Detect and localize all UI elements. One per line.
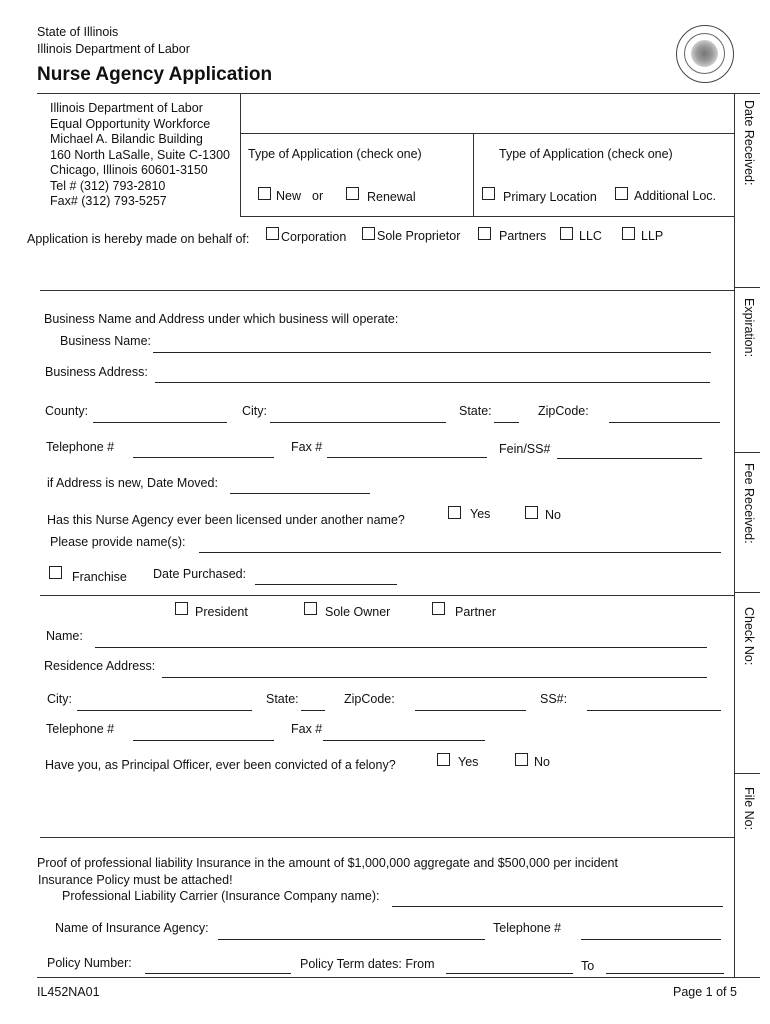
city-label: City:	[242, 404, 267, 418]
page-number: Page 1 of 5	[673, 985, 737, 999]
officer-city-label: City:	[47, 692, 72, 706]
state-label: State:	[459, 404, 492, 418]
partner-label: Partner	[455, 605, 496, 619]
section-divider	[40, 595, 734, 596]
president-checkbox[interactable]	[175, 602, 188, 615]
licensed-question: Has this Nurse Agency ever been licensed under another name?	[47, 513, 405, 527]
franchise-label: Franchise	[72, 570, 127, 584]
business-name-label: Business Name:	[60, 334, 152, 348]
officer-zipcode-field[interactable]	[415, 710, 526, 711]
address-line: Fax# (312) 793-5257	[50, 194, 167, 208]
header-state: State of Illinois	[37, 25, 119, 39]
type-box-top	[240, 133, 734, 134]
licensed-yes-checkbox[interactable]	[448, 506, 461, 519]
partners-label: Partners	[499, 229, 547, 243]
business-address-label: Business Address:	[45, 365, 148, 379]
policy-term-to-field[interactable]	[606, 973, 724, 974]
address-line: 160 North LaSalle, Suite C-1300	[50, 147, 230, 162]
renewal-checkbox[interactable]	[346, 187, 359, 200]
franchise-checkbox[interactable]	[49, 566, 62, 579]
ss-label: SS#:	[540, 692, 568, 706]
sole-owner-checkbox[interactable]	[304, 602, 317, 615]
date-moved-field[interactable]	[230, 493, 370, 494]
insurance-telephone-label: Telephone #	[493, 921, 562, 935]
partner-checkbox[interactable]	[432, 602, 445, 615]
felony-yes-checkbox[interactable]	[437, 753, 450, 766]
state-seal-icon	[676, 25, 734, 83]
state-field[interactable]	[494, 422, 519, 423]
insurance-policy-note: Insurance Policy must be attached!	[38, 873, 233, 887]
fein-field[interactable]	[557, 458, 702, 459]
insurance-agency-field[interactable]	[218, 939, 485, 940]
fax-field[interactable]	[327, 457, 487, 458]
officer-city-field[interactable]	[77, 710, 252, 711]
primary-location-checkbox[interactable]	[482, 187, 495, 200]
office-sep-2	[734, 452, 760, 453]
address-line: Equal Opportunity Workforce	[50, 116, 211, 131]
officer-zipcode-label: ZipCode:	[344, 692, 395, 706]
policy-term-from-label: Policy Term dates: From	[300, 957, 435, 971]
officer-telephone-field[interactable]	[133, 740, 274, 741]
felony-no-checkbox[interactable]	[515, 753, 528, 766]
fein-label: Fein/SS#	[499, 442, 551, 456]
officer-state-label: State:	[266, 692, 299, 706]
file-no-label: File No:	[742, 787, 756, 831]
residence-address-field[interactable]	[162, 677, 707, 678]
form-id: IL452NA01	[37, 985, 100, 999]
business-heading: Business Name and Address under which business will operate:	[44, 312, 399, 326]
sole-proprietor-label: Sole Proprietor	[377, 229, 461, 243]
check-no-label: Check No:	[742, 607, 756, 666]
policy-number-label: Policy Number:	[47, 956, 132, 970]
address-line: Chicago, Illinois 60601-3150	[50, 163, 208, 177]
telephone-field[interactable]	[133, 457, 274, 458]
type-box-divider	[473, 133, 474, 216]
county-label: County:	[45, 404, 89, 418]
sole-proprietor-checkbox[interactable]	[362, 227, 375, 240]
section-divider	[40, 837, 734, 838]
fee-received-label: Fee Received:	[742, 463, 756, 544]
additional-location-label: Additional Loc.	[634, 189, 717, 203]
officer-fax-label: Fax #	[291, 722, 323, 736]
felony-yes-label: Yes	[458, 755, 479, 769]
date-purchased-field[interactable]	[255, 584, 397, 585]
corporation-label: Corporation	[281, 230, 347, 244]
policy-number-field[interactable]	[145, 973, 291, 974]
licensed-yes-label: Yes	[470, 507, 491, 521]
section-divider	[40, 290, 734, 291]
primary-location-label: Primary Location	[503, 190, 597, 204]
insurance-telephone-field[interactable]	[581, 939, 721, 940]
llc-checkbox[interactable]	[560, 227, 573, 240]
carrier-field[interactable]	[392, 906, 723, 907]
expiration-label: Expiration:	[742, 298, 756, 358]
carrier-label: Professional Liability Carrier (Insurance Company name):	[62, 889, 380, 903]
sole-owner-label: Sole Owner	[325, 605, 391, 619]
llp-checkbox[interactable]	[622, 227, 635, 240]
corporation-checkbox[interactable]	[266, 227, 279, 240]
business-name-field[interactable]	[153, 352, 711, 353]
residence-address-label: Residence Address:	[44, 659, 156, 673]
or-label: or	[312, 189, 324, 203]
new-checkbox[interactable]	[258, 187, 271, 200]
felony-no-label: No	[534, 755, 550, 769]
new-label: New	[276, 189, 302, 203]
insurance-requirement: Proof of professional liability Insurance in the amount of $1,000,000 aggregate and $500,000 per incident	[37, 856, 618, 870]
address-line: Michael A. Bilandic Building	[50, 132, 203, 146]
insurance-agency-label: Name of Insurance Agency:	[55, 921, 209, 935]
behalf-label: Application is hereby made on behalf of:	[27, 232, 250, 246]
provide-names-label: Please provide name(s):	[50, 535, 186, 549]
address-line: Illinois Department of Labor	[50, 101, 203, 115]
telephone-label: Telephone #	[46, 440, 115, 454]
office-sep-3	[734, 592, 760, 593]
ss-field[interactable]	[587, 710, 721, 711]
felony-question: Have you, as Principal Officer, ever been convicted of a felony?	[45, 758, 396, 772]
partners-checkbox[interactable]	[478, 227, 491, 240]
fax-label: Fax #	[291, 440, 323, 454]
date-moved-label: if Address is new, Date Moved:	[47, 476, 218, 490]
licensed-no-label: No	[545, 508, 561, 522]
office-column-border	[734, 93, 735, 977]
city-field[interactable]	[270, 422, 446, 423]
address-line: Tel # (312) 793-2810	[50, 178, 166, 193]
county-field[interactable]	[93, 422, 227, 423]
president-label: President	[195, 605, 248, 619]
date-purchased-label: Date Purchased:	[153, 567, 247, 581]
zipcode-field[interactable]	[609, 422, 720, 423]
officer-name-label: Name:	[46, 629, 83, 643]
office-sep-4	[734, 773, 760, 774]
header-rule	[37, 93, 760, 94]
llc-label: LLC	[579, 229, 602, 243]
type-box-bottom	[240, 216, 734, 217]
policy-term-to-label: To	[581, 959, 595, 973]
officer-name-field[interactable]	[95, 647, 707, 648]
type-application-label-right: Type of Application (check one)	[499, 147, 673, 161]
type-box-left	[240, 93, 241, 216]
officer-state-field[interactable]	[301, 710, 325, 711]
licensed-no-checkbox[interactable]	[525, 506, 538, 519]
type-application-label-left: Type of Application (check one)	[248, 147, 422, 161]
additional-location-checkbox[interactable]	[615, 187, 628, 200]
officer-telephone-label: Telephone #	[46, 722, 115, 736]
renewal-label: Renewal	[367, 190, 416, 204]
footer-rule	[37, 977, 760, 978]
zipcode-label: ZipCode:	[538, 404, 589, 418]
provide-names-field[interactable]	[199, 552, 721, 553]
office-sep-1	[734, 287, 760, 288]
business-address-field[interactable]	[155, 382, 710, 383]
page-title: Nurse Agency Application	[37, 64, 273, 85]
date-received-label: Date Received:	[742, 100, 756, 186]
policy-term-from-field[interactable]	[446, 973, 573, 974]
llp-label: LLP	[641, 229, 664, 243]
officer-fax-field[interactable]	[323, 740, 485, 741]
header-department: Illinois Department of Labor	[37, 42, 190, 56]
